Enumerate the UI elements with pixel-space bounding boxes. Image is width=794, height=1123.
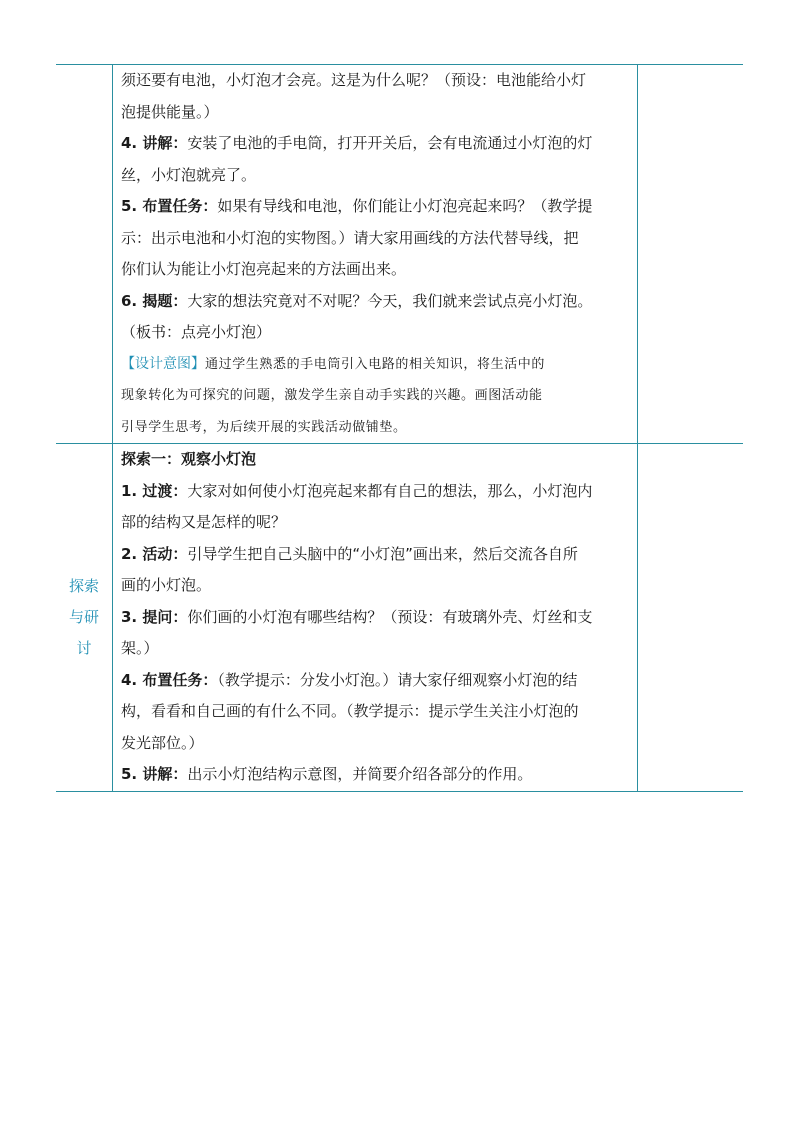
step-heading: 6. 揭题： — [121, 291, 188, 310]
text-line — [121, 160, 631, 192]
step-text: 须还要有电池，小灯泡才会亮。这是为什么呢？（预设：电池能给小灯 — [121, 71, 587, 89]
step-text: 如果有导线和电池，你们能让小灯泡亮起来吗？（教学提 — [217, 197, 593, 215]
step-text: 示：出示电池和小灯泡的实物图。）请大家用画线的方法代替导线，把 — [121, 228, 579, 247]
notes-cell — [638, 65, 744, 444]
text-line — [121, 128, 631, 160]
text-line — [121, 286, 631, 318]
step-text: 你们认为能让小灯泡亮起来的方法画出来。 — [121, 260, 407, 278]
text-line — [121, 97, 631, 129]
step-heading: 1. 过渡： — [121, 481, 188, 500]
step-text: 发光部位。） — [121, 733, 204, 752]
stage-label: 探索与研讨 — [68, 576, 99, 657]
step-text: 泡提供能量。） — [121, 102, 219, 121]
content-cell — [113, 444, 638, 792]
table-row — [56, 444, 743, 792]
lesson-plan-table — [56, 64, 743, 792]
text-line — [121, 539, 631, 571]
text-line — [121, 570, 631, 602]
table-row — [56, 65, 743, 444]
step-text: （教学提示：分发小灯泡。）请大家仔细观察小灯泡的结 — [217, 670, 578, 689]
step-text: 安装了电池的手电筒，打开开关后，会有电流通过小灯泡的灯 — [187, 134, 593, 152]
notes-cell — [638, 444, 744, 792]
step-text: 出示小灯泡结构示意图，并简要介绍各部分的作用。 — [187, 765, 533, 783]
text-line — [121, 444, 631, 476]
step-text: 你们画的小灯泡有哪些结构？（预设：有玻璃外壳、灯丝和支 — [187, 607, 593, 626]
step-text: 架。） — [121, 639, 159, 657]
step-heading: 探索一：观察小灯泡 — [121, 450, 257, 468]
step-heading: 4. 布置任务： — [121, 670, 218, 689]
design-intent-line: 现象转化为可探究的问题，激发学生亲自动手实践的兴趣。画图活动能 — [121, 388, 543, 403]
text-line — [121, 65, 631, 97]
content-lines — [121, 65, 631, 349]
step-heading: 5. 布置任务： — [121, 197, 218, 215]
step-text: 画的小灯泡。 — [121, 576, 212, 594]
step-text: 大家的想法究竟对不对呢？今天，我们就来尝试点亮小灯泡。 — [187, 291, 593, 310]
design-intent — [121, 349, 631, 444]
text-line — [121, 317, 631, 349]
design-intent-line: 【设计意图】通过学生熟悉的手电筒引入电路的相关知识，将生活中的 — [121, 355, 546, 372]
text-line — [121, 696, 631, 728]
step-text: 丝，小灯泡就亮了。 — [121, 165, 257, 184]
design-intent-line: 引导学生思考，为后续开展的实践活动做铺垫。 — [121, 419, 407, 435]
stage-cell — [56, 444, 113, 792]
step-heading: 5. 讲解： — [121, 765, 188, 783]
step-heading: 2. 活动： — [121, 544, 188, 563]
step-text: （板书：点亮小灯泡） — [121, 323, 272, 341]
content-cell — [113, 65, 638, 444]
text-line — [121, 254, 631, 286]
step-text: 大家对如何使小灯泡亮起来都有自己的想法，那么，小灯泡内 — [187, 481, 593, 500]
text-line — [121, 633, 631, 665]
text-line — [121, 191, 631, 223]
text-line — [121, 665, 631, 697]
text-line — [121, 507, 631, 539]
step-heading: 3. 提问： — [121, 607, 188, 626]
step-heading: 4. 讲解： — [121, 134, 188, 152]
content-lines — [121, 444, 631, 791]
text-line — [121, 602, 631, 634]
step-text: 构，看看和自己画的有什么不同。（教学提示：提示学生关注小灯泡的 — [121, 702, 579, 720]
step-text: 部的结构又是怎样的呢？ — [121, 513, 287, 531]
text-line — [121, 223, 631, 255]
text-line — [121, 728, 631, 760]
stage-cell — [56, 65, 113, 444]
step-text: 引导学生把自己头脑中的“小灯泡”画出来，然后交流各自所 — [187, 544, 578, 563]
text-line — [121, 476, 631, 508]
text-line — [121, 759, 631, 791]
design-intent-tag: 【设计意图】 — [121, 355, 205, 372]
